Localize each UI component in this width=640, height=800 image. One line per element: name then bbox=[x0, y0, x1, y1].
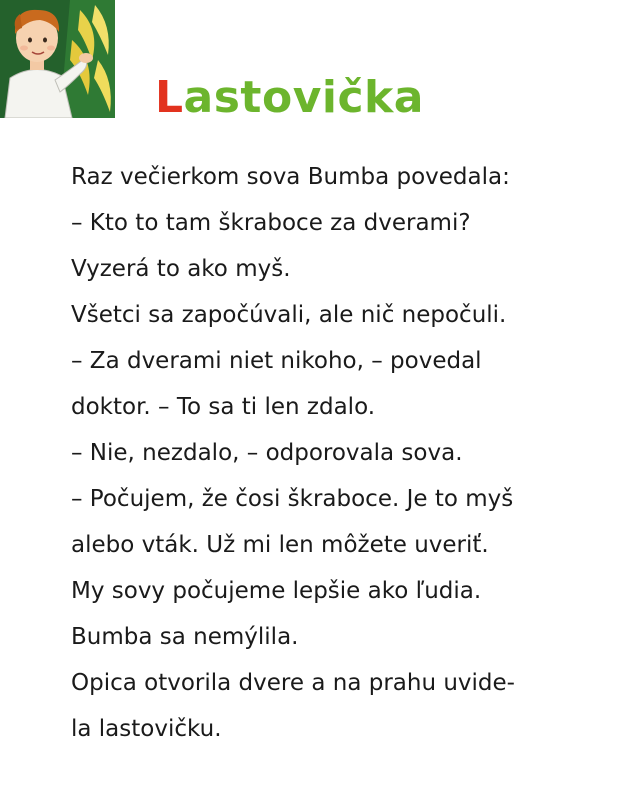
title-initial-letter: L bbox=[155, 72, 184, 123]
story-line: doktor. – To sa ti len zdalo. bbox=[71, 394, 376, 420]
story-line: Všetci sa započúvali, ale nič nepočuli. bbox=[71, 302, 507, 328]
story-line: Raz večierkom sova Bumba povedala: bbox=[71, 164, 510, 190]
story-line: Bumba sa nemýlila. bbox=[71, 624, 299, 650]
story-line: – Počujem, že čosi škraboce. Je to myš bbox=[71, 486, 514, 512]
story-line: – Nie, nezdalo, – odporovala sova. bbox=[71, 440, 463, 466]
story-line: Opica otvorila dvere a na prahu uvide- bbox=[71, 670, 515, 696]
story-line: – Kto to tam škraboce za dverami? bbox=[71, 210, 471, 236]
page-title bbox=[155, 70, 424, 126]
story-line: – Za dverami niet nikoho, – povedal bbox=[71, 348, 482, 374]
story-line: Vyzerá to ako myš. bbox=[71, 256, 291, 282]
story-line: My sovy počujeme lepšie ako ľudia. bbox=[71, 578, 482, 604]
illustration-graphic bbox=[0, 0, 115, 118]
boy-with-wheat-illustration bbox=[0, 0, 115, 118]
title-rest: astovička bbox=[183, 72, 424, 123]
story-line: alebo vták. Už mi len môžete uveriť. bbox=[71, 532, 489, 558]
story-line: la lastovičku. bbox=[71, 716, 222, 742]
story-text bbox=[71, 154, 631, 752]
